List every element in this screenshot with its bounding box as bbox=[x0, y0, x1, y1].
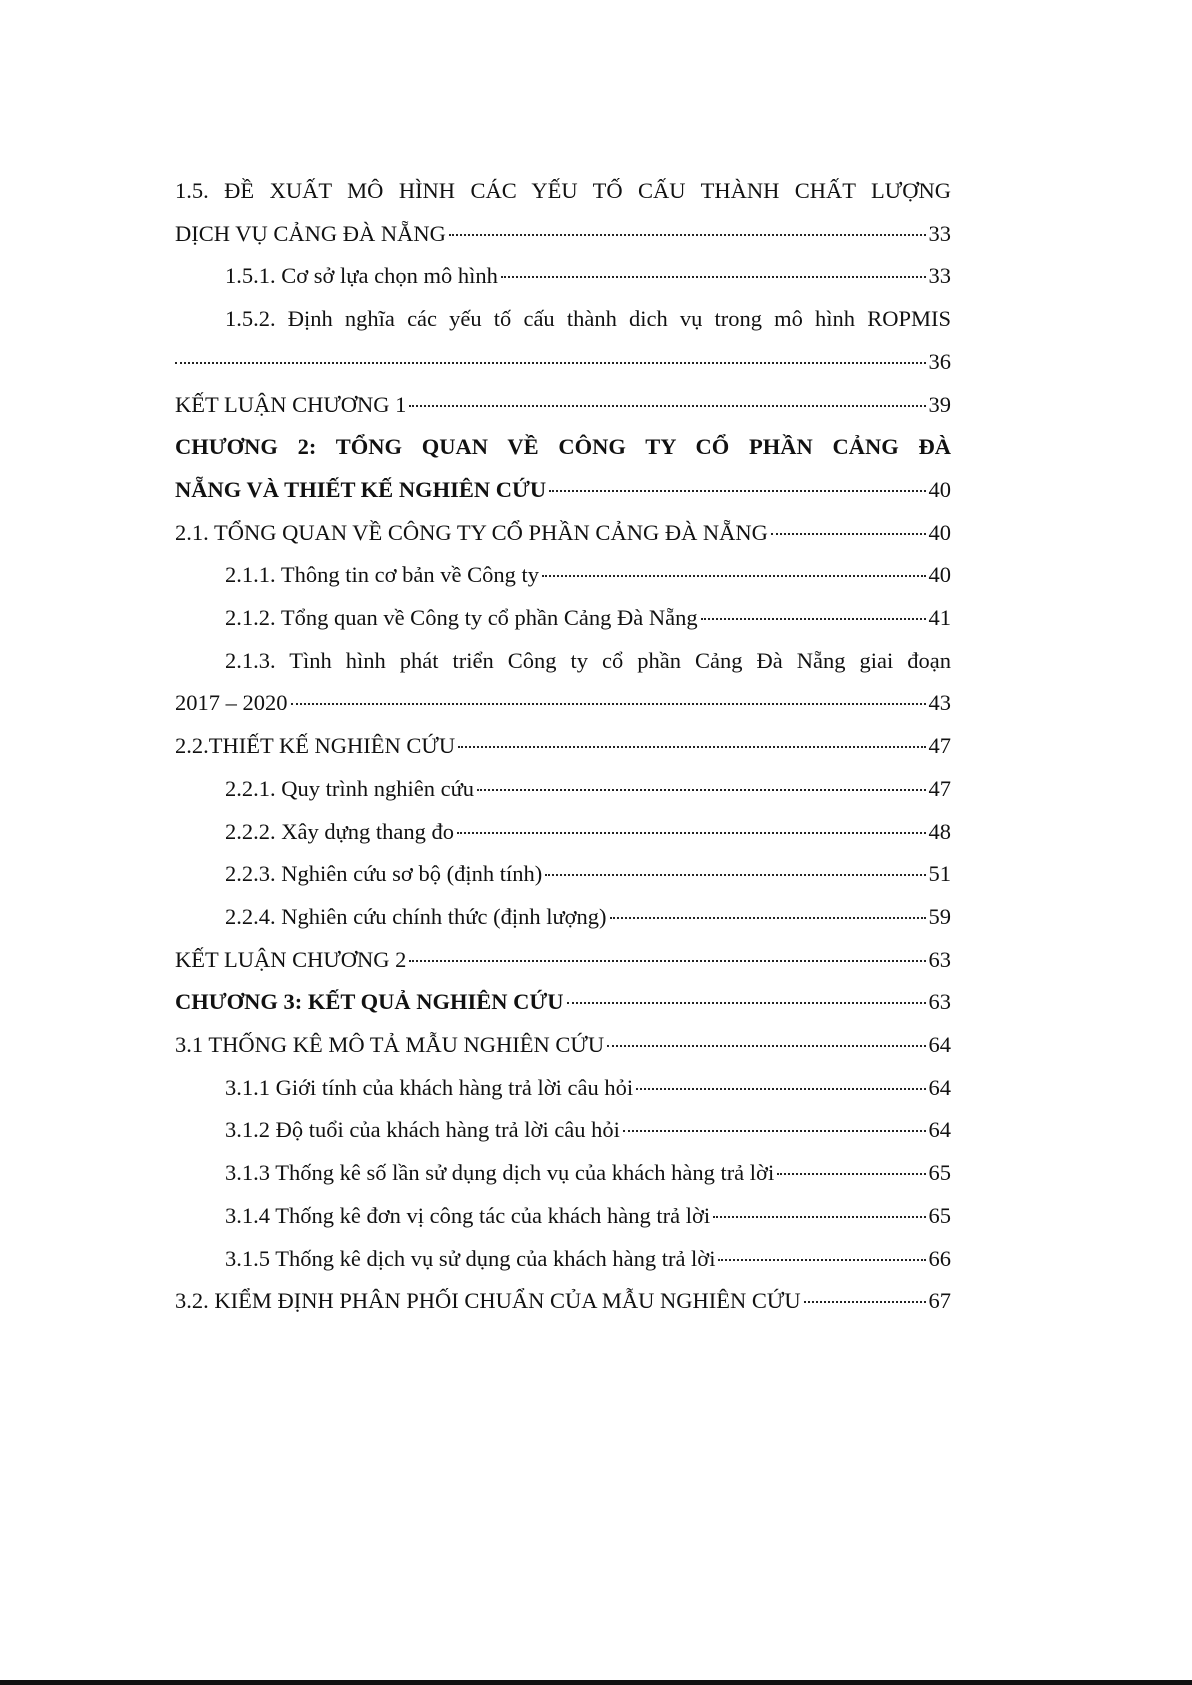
dot-leader bbox=[713, 1216, 925, 1218]
toc-page-number: 43 bbox=[928, 690, 951, 716]
toc-entry-title: 2.2.4. Nghiên cứu chính thức (định lượng) bbox=[225, 903, 607, 929]
toc-page-number: 64 bbox=[928, 1032, 951, 1058]
toc-entry-1-5-2[interactable] bbox=[175, 298, 951, 383]
toc-page-number: 66 bbox=[928, 1245, 951, 1271]
toc-entry-2-2-1[interactable] bbox=[175, 768, 951, 811]
toc-page-number: 59 bbox=[928, 903, 951, 929]
dot-leader bbox=[610, 917, 926, 919]
dot-leader bbox=[409, 960, 925, 962]
toc-page-number: 40 bbox=[928, 476, 951, 502]
table-of-contents bbox=[175, 170, 951, 1323]
page-bottom-edge bbox=[0, 1680, 1192, 1685]
toc-entry-3-2[interactable] bbox=[175, 1280, 951, 1323]
toc-page-number: 63 bbox=[928, 989, 951, 1015]
toc-page-number: 65 bbox=[928, 1202, 951, 1228]
dot-leader bbox=[409, 405, 925, 407]
toc-entry-title: 2.2.1. Quy trình nghiên cứu bbox=[225, 775, 475, 801]
toc-entry-2-2-3[interactable] bbox=[175, 853, 951, 896]
toc-page-number: 41 bbox=[928, 605, 951, 631]
dot-leader bbox=[804, 1301, 926, 1303]
toc-entry-3-1-1[interactable] bbox=[175, 1067, 951, 1110]
toc-entry-title: CHƯƠNG 2: TỔNG QUAN VỀ CÔNG TY CỔ PHẦN CẢNG ĐÀ bbox=[175, 434, 951, 460]
toc-entry-3-1[interactable] bbox=[175, 1024, 951, 1067]
toc-page-number: 40 bbox=[928, 519, 951, 545]
dot-leader bbox=[477, 789, 925, 791]
toc-entry-2-1[interactable] bbox=[175, 512, 951, 555]
toc-entry-title: 2.1. TỔNG QUAN VỀ CÔNG TY CỔ PHẦN CẢNG ĐÀ NẴNG bbox=[175, 519, 768, 545]
toc-entry-title-continued: NẴNG VÀ THIẾT KẾ NGHIÊN CỨU bbox=[175, 476, 547, 502]
toc-entry-title: 2.1.1. Thông tin cơ bản về Công ty bbox=[225, 562, 539, 588]
dot-leader bbox=[501, 276, 926, 278]
toc-page-number: 39 bbox=[928, 391, 951, 417]
toc-entry-title: 3.2. KIỂM ĐỊNH PHÂN PHỐI CHUẨN CỦA MẪU NGHIÊN CỨU bbox=[175, 1288, 801, 1314]
dot-leader bbox=[636, 1088, 925, 1090]
toc-page-number: 64 bbox=[928, 1074, 951, 1100]
toc-page-number: 65 bbox=[928, 1160, 951, 1186]
toc-entry-title: 1.5.2. Định nghĩa các yếu tố cấu thành dich vụ trong mô hình ROPMIS bbox=[225, 306, 951, 332]
dot-leader bbox=[542, 575, 926, 577]
dot-leader bbox=[607, 1045, 925, 1047]
toc-page-number: 47 bbox=[928, 733, 951, 759]
toc-entry-title: 3.1.4 Thống kê đơn vị công tác của khách hàng trả lời bbox=[225, 1202, 711, 1228]
toc-entry-2-2-4[interactable] bbox=[175, 896, 951, 939]
dot-leader bbox=[567, 1002, 926, 1004]
toc-page-number: 47 bbox=[928, 775, 951, 801]
toc-entry-title: 2.2.3. Nghiên cứu sơ bộ (định tính) bbox=[225, 861, 543, 887]
toc-entry-title: 3.1.1 Giới tính của khách hàng trả lời câu hỏi bbox=[225, 1074, 634, 1100]
toc-entry-3-1-3[interactable] bbox=[175, 1152, 951, 1195]
toc-entry-2-2[interactable] bbox=[175, 725, 951, 768]
toc-entry-3-1-5[interactable] bbox=[175, 1238, 951, 1281]
toc-entry-ket-luan-2[interactable] bbox=[175, 939, 951, 982]
toc-entry-2-1-2[interactable] bbox=[175, 597, 951, 640]
dot-leader bbox=[449, 234, 926, 236]
toc-page-number: 67 bbox=[928, 1288, 951, 1314]
toc-page-number: 40 bbox=[928, 562, 951, 588]
toc-entry-title: 3.1.5 Thống kê dịch vụ sử dụng của khách hàng trả lời bbox=[225, 1245, 716, 1271]
dot-leader bbox=[777, 1173, 925, 1175]
toc-entry-title: 3.1.2 Độ tuổi của khách hàng trả lời câu hỏi bbox=[225, 1117, 620, 1143]
toc-entry-1-5-1[interactable] bbox=[175, 255, 951, 298]
dot-leader bbox=[549, 490, 925, 492]
toc-entry-title: 3.1.3 Thống kê số lần sử dụng dịch vụ của khách hàng trả lời bbox=[225, 1160, 775, 1186]
toc-entry-title: 3.1 THỐNG KÊ MÔ TẢ MẪU NGHIÊN CỨU bbox=[175, 1032, 605, 1058]
toc-page-number: 51 bbox=[928, 861, 951, 887]
toc-entry-3-1-4[interactable] bbox=[175, 1195, 951, 1238]
toc-entry-ket-luan-1[interactable] bbox=[175, 384, 951, 427]
toc-page-number: 48 bbox=[928, 818, 951, 844]
toc-page-number: 33 bbox=[928, 263, 951, 289]
toc-entry-title: 1.5. ĐỀ XUẤT MÔ HÌNH CÁC YẾU TỐ CẤU THÀNH CHẤT LƯỢNG bbox=[175, 178, 951, 203]
toc-entry-title: 1.5.1. Cơ sở lựa chọn mô hình bbox=[225, 263, 498, 289]
toc-entry-chuong-3[interactable] bbox=[175, 981, 951, 1024]
toc-entry-title: KẾT LUẬN CHƯƠNG 1 bbox=[175, 391, 407, 417]
toc-entry-2-1-1[interactable] bbox=[175, 554, 951, 597]
toc-entry-title: CHƯƠNG 3: KẾT QUẢ NGHIÊN CỨU bbox=[175, 989, 564, 1015]
toc-entry-title: 2.2.THIẾT KẾ NGHIÊN CỨU bbox=[175, 733, 456, 759]
toc-entry-1-5[interactable] bbox=[175, 170, 951, 255]
toc-entry-2-1-3[interactable] bbox=[175, 640, 951, 725]
toc-entry-3-1-2[interactable] bbox=[175, 1109, 951, 1152]
dot-leader bbox=[771, 533, 926, 535]
toc-entry-title: 2.2.2. Xây dựng thang đo bbox=[225, 818, 455, 844]
dot-leader bbox=[545, 874, 925, 876]
toc-entry-2-2-2[interactable] bbox=[175, 811, 951, 854]
toc-page-number: 63 bbox=[928, 946, 951, 972]
toc-entry-title: KẾT LUẬN CHƯƠNG 2 bbox=[175, 946, 407, 972]
dot-leader bbox=[457, 832, 925, 834]
dot-leader bbox=[291, 703, 926, 705]
dot-leader bbox=[718, 1259, 925, 1261]
dot-leader bbox=[623, 1130, 926, 1132]
toc-entry-title-continued: DỊCH VỤ CẢNG ĐÀ NẴNG bbox=[175, 220, 446, 246]
toc-entry-title: 2.1.3. Tình hình phát triển Công ty cổ phần Cảng Đà Nẵng giai đoạn bbox=[225, 647, 951, 673]
dot-leader bbox=[175, 362, 926, 364]
toc-page-number: 36 bbox=[928, 348, 951, 374]
toc-entry-title-continued: 2017 – 2020 bbox=[175, 690, 288, 716]
toc-page-number: 64 bbox=[928, 1117, 951, 1143]
toc-entry-chuong-2[interactable] bbox=[175, 426, 951, 511]
toc-entry-title: 2.1.2. Tổng quan về Công ty cổ phần Cảng Đà Nẵng bbox=[225, 605, 698, 631]
dot-leader bbox=[701, 618, 926, 620]
toc-page-number: 33 bbox=[928, 220, 951, 246]
dot-leader bbox=[458, 746, 925, 748]
